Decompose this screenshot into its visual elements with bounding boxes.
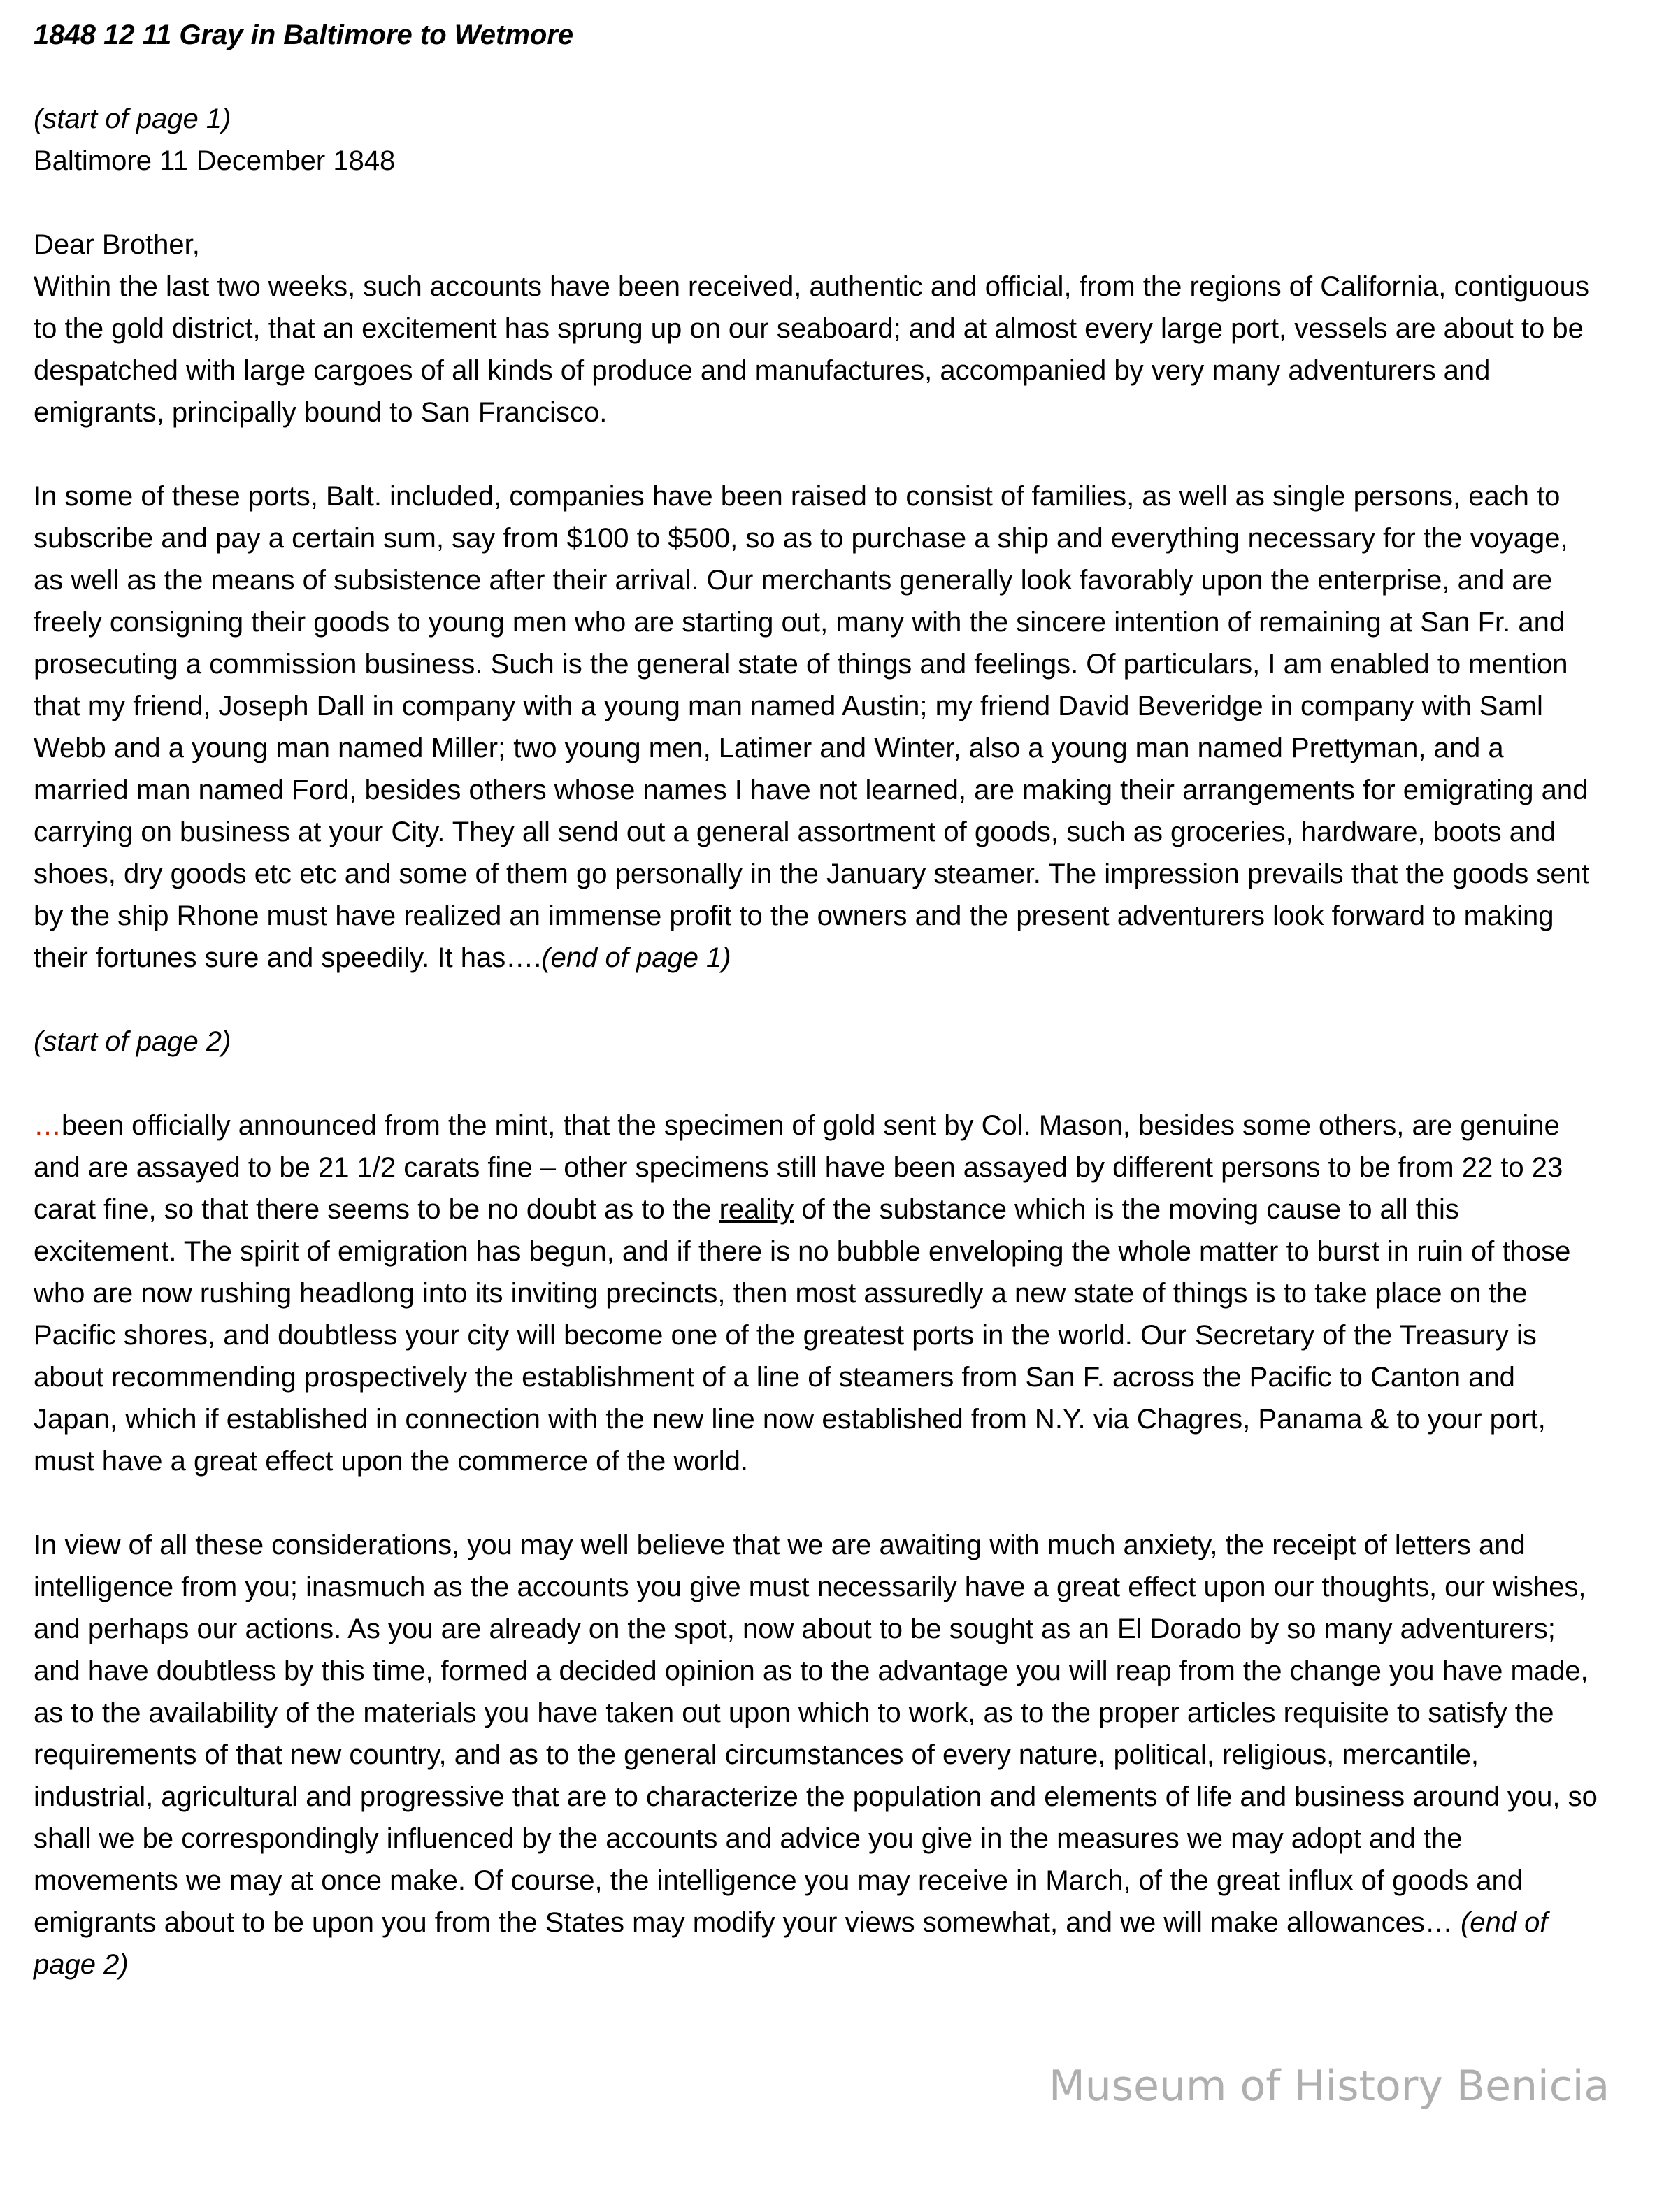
spacer (34, 182, 1600, 224)
salutation: Dear Brother, (34, 229, 200, 260)
transcription-document (34, 14, 1600, 1985)
page2-paragraph-1-part-b: of the substance which is the moving cause to all this excitement. The spirit of emigration has begun, and if there is no bubble enveloping the whole matter to burst in ruin of those who are now rushing headlong into its inviting precincts, then most assuredly a new state of things is to take place on the Pacific shores, and doubtless your city will become one of the greatest ports in the world. Our Secretary of the Treasury is about recommending prospectively the establishment of a line of steamers from San F. across the Pacific to Canton and Japan, which if established in connection with the new line now established from N.Y. via Chagres, Panama & to your port, must have a great effect upon the commerce of the world. (34, 1194, 1571, 1477)
spacer (34, 979, 1600, 1021)
spacer (34, 1063, 1600, 1105)
page1-start-note: (start of page 1) (34, 103, 231, 134)
page2-paragraph-1 (34, 1105, 1600, 1482)
spacer (34, 433, 1600, 475)
page1-paragraph-2-text: In some of these ports, Balt. included, companies have been raised to consist of families, as well as single persons, each to subscribe and pay a certain sum, say from $100 to $500, so as to purchase a ship and everything necessary for the voyage, as well as the means of subsistence after their arrival. Our merchants generally look favorably upon the enterprise, and are freely consigning their goods to young men who are starting out, many with the sincere intention of remaining at San Fr. and prosecuting a commission business. Such is the general state of things and feelings. Of particulars, I am enabled to mention that my friend, Joseph Dall in company with a young man named Austin; my friend David Beveridge in company with Saml Webb and a young man named Miller; two young men, Latimer and Winter, also a young man named Prettyman, and a married man named Ford, besides others whose names I have not learned, are making their arrangements for emigrating and carrying on business at your City. They all send out a general assortment of goods, such as groceries, hardware, boots and shoes, dry goods etc etc and some of them go personally in the January steamer. The impression prevails that the goods sent by the ship Rhone must have realized an immense profit to the owners and the present adventurers look forward to making their fortunes sure and speedily. It has…. (34, 481, 1589, 973)
dateline: Baltimore 11 December 1848 (34, 145, 396, 176)
spacer (34, 56, 1600, 98)
continuation-ellipsis: … (34, 1110, 62, 1141)
page1-end-note: (end of page 1) (541, 942, 731, 973)
museum-watermark: Museum of History Benicia (1049, 2062, 1610, 2111)
page2-end-note: (end of page 2) (34, 1907, 1548, 1980)
page2-paragraph-2 (34, 1524, 1600, 1985)
page2-start-note: (start of page 2) (34, 1026, 231, 1057)
page2-paragraph-2-text: In view of all these considerations, you may well believe that we are awaiting with much anxiety, the receipt of letters and intelligence from you; inasmuch as the accounts you give must necessarily have a great effect upon our thoughts, our wishes, and perhaps our actions. As you are already on the spot, now about to be sought as an El Dorado by so many adventurers; and have doubtless by this time, formed a decided opinion as to the advantage you will reap from the change you have made, as to the availability of the materials you have taken out upon which to work, as to the proper articles requisite to satisfy the requirements of that new country, and as to the general circumstances of every nature, political, religious, mercantile, industrial, agricultural and progressive that are to characterize the population and elements of life and business around you, so shall we be correspondingly influenced by the accounts and advice you give in the measures we may adopt and the movements we may at once make. Of course, the intelligence you may receive in March, of the great influx of goods and emigrants about to be upon you from the States may modify your views somewhat, and we will make allowances… (34, 1530, 1598, 1938)
document-title: 1848 12 11 Gray in Baltimore to Wetmore (34, 20, 574, 50)
page1-paragraph-1: Within the last two weeks, such accounts have been received, authentic and official, from the regions of California, contiguous to the gold district, that an excitement has sprung up on our seaboard; and at almost every large port, vessels are about to be despatched with large cargoes of all kinds of produce and manufactures, accompanied by very many adventurers and emigrants, principally bound to San Francisco. (34, 271, 1589, 428)
underlined-word: reality (719, 1194, 794, 1225)
page2-paragraph-1-part-a: been officially announced from the mint, that the specimen of gold sent by Col. Mason, besides some others, are genuine and are assayed to be 21 1/2 carats fine – other specimens still have been assayed by different persons to be from 22 to 23 carat fine, so that there seems to be no doubt as to the (34, 1110, 1563, 1225)
spacer (34, 1482, 1600, 1524)
page1-paragraph-2 (34, 475, 1600, 979)
